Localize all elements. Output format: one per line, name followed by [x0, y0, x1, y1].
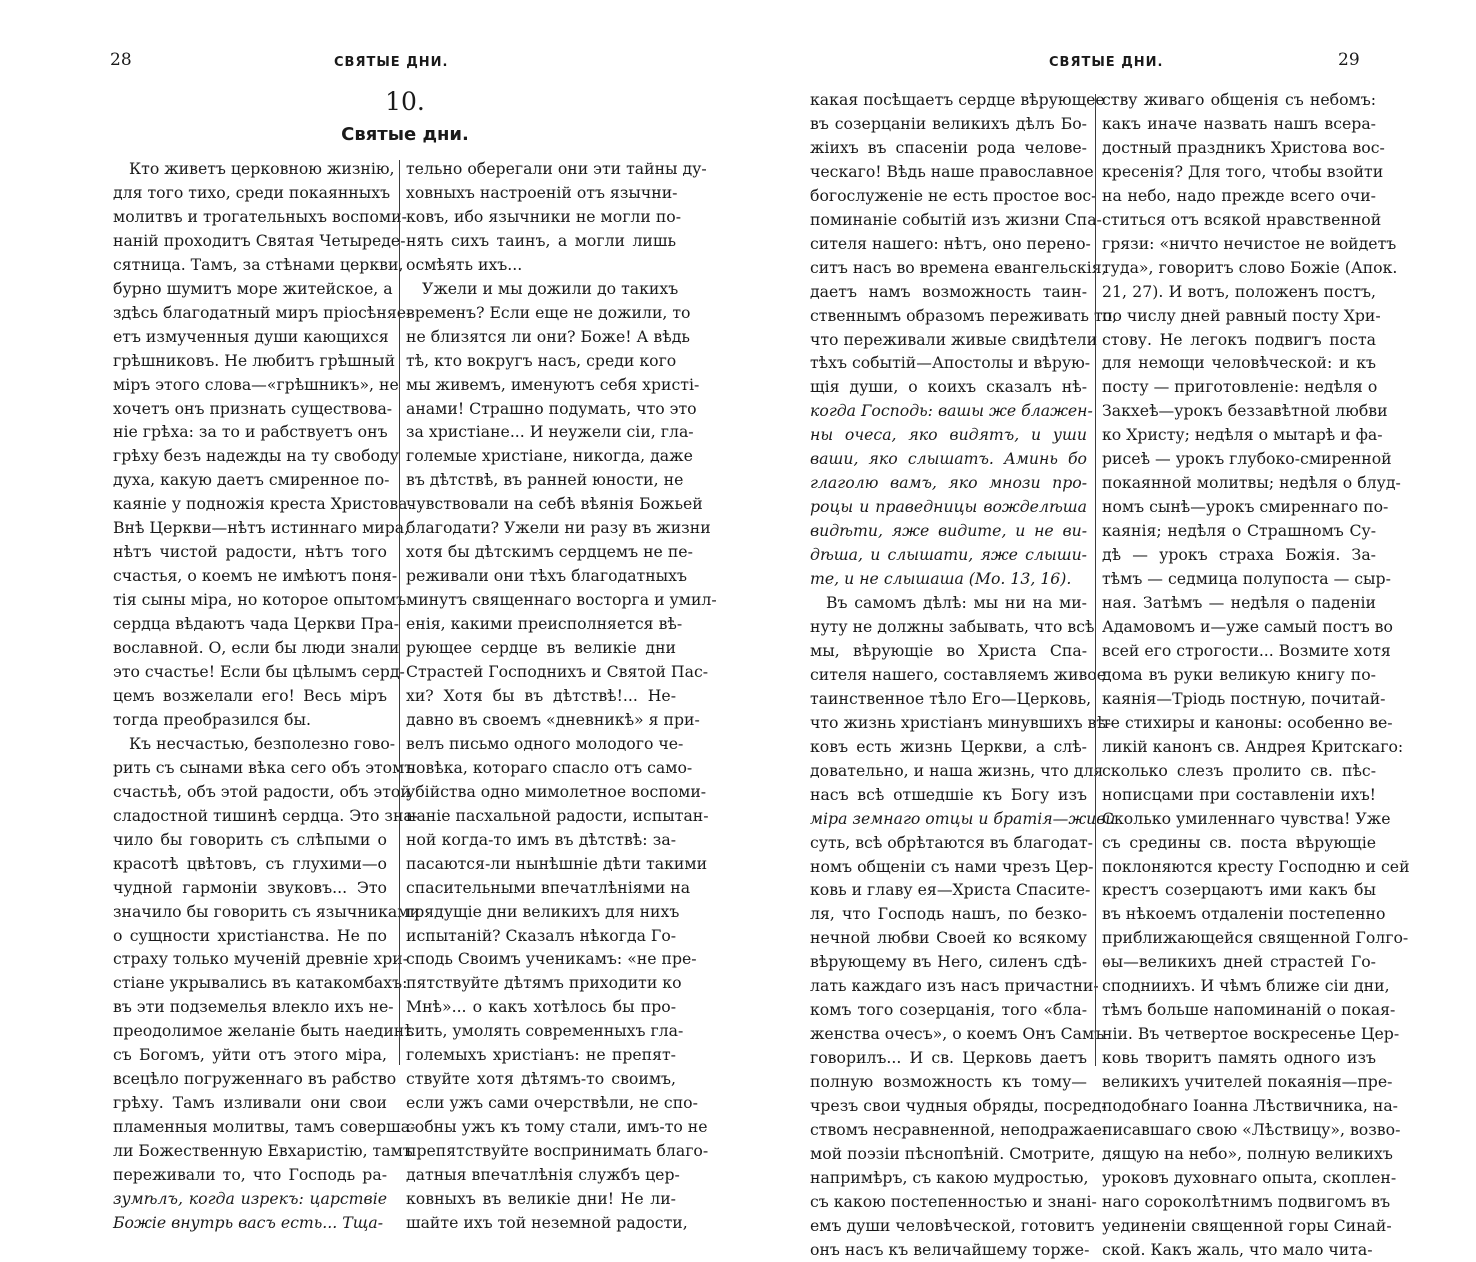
text-line: ческаго! Вѣдь наше православное [810, 161, 1094, 181]
text-line: уроковъ духовнаго опыта, скоплен- [1102, 1167, 1397, 1187]
text-line: молитвъ и трогательныхъ воспоми- [113, 206, 407, 226]
text-line: что переживали живые свидѣтели [810, 329, 1098, 349]
text-line: сколько слезъ пролито св. пѣс- [1102, 760, 1376, 780]
text-line: суть, всѣ обрѣтаются въ благодат- [810, 832, 1093, 852]
text-column-right-1 [810, 88, 1118, 1262]
text-line: ніе грѣха: за то и рабствуетъ онъ [113, 422, 388, 442]
text-line: Страстей Господнихъ и Святой Пас- [406, 662, 709, 682]
text-line: тогда преобразился бы. [113, 709, 311, 729]
text-line: минутъ священнаго восторга и умил- [406, 590, 717, 610]
text-line: хочетъ онъ признать существова- [113, 398, 393, 418]
text-line: ловѣка, котораго спасло отъ само- [406, 757, 693, 777]
text-line: въ дѣтствѣ, въ ранней юности, не [406, 470, 684, 490]
text-line: ной когда-то имъ въ дѣтствѣ: за- [406, 829, 676, 849]
text-line: ковь творитъ память одного изъ [1102, 1048, 1376, 1068]
text-line: тельно оберегали они эти тайны ду- [406, 159, 707, 178]
text-line: чило бы говорить съ слѣпыми о [113, 829, 387, 849]
text-line: напримѣръ, съ какою мудростью, [810, 1167, 1089, 1187]
text-line: тѣхъ событій—Апостолы и вѣрую- [810, 353, 1091, 373]
text-line: богослуженіе не есть простое вос- [810, 185, 1097, 205]
chapter-number: 10. [385, 87, 425, 116]
text-line: ству живаго общенія съ небомъ: [1102, 90, 1376, 109]
text-line: грѣху. Тамъ изливали они свои [113, 1093, 387, 1113]
text-line: за христіане... И неужели сіи, гла- [406, 422, 694, 442]
text-column-left-1 [113, 157, 420, 1235]
text-line: тѣ, кто вокругъ насъ, среди кого [406, 350, 677, 370]
text-line: красотѣ цвѣтовъ, съ глухими—о [113, 853, 387, 873]
text-line: для немощи человѣческой: и къ [1102, 353, 1376, 373]
text-line: чудной гармоніи звуковъ... Это [113, 877, 387, 897]
text-line: дѣша, и слышати, яже слыши- [810, 545, 1087, 565]
text-line: глаголю вамъ, яко мнози про- [810, 473, 1087, 493]
text-line: пламенныя молитвы, тамъ соверша- [113, 1117, 416, 1137]
text-line: не близятся ли они? Боже! А вѣдь [406, 326, 690, 346]
text-line: ны очеса, яко видятъ, и уши [810, 425, 1087, 445]
text-line: въ нѣкоемъ отдаленіи постепенно [1102, 904, 1386, 924]
text-line: покаянной молитвы; недѣля о блуд- [1102, 473, 1401, 493]
text-line: сителя нашего: нѣтъ, оно перено- [810, 233, 1091, 253]
text-line: спасительными впечатлѣніями на [406, 877, 691, 897]
text-line: нѣтъ чистой радости, нѣтъ того [113, 542, 387, 562]
text-line: жіихъ въ спасеніи рода челове- [810, 137, 1087, 157]
text-line: рить съ сынами вѣка сего объ этомъ [113, 757, 415, 777]
text-line: всей его строгости... Возмите хотя [1102, 640, 1391, 660]
text-line: туда», говоритъ слово Божіе (Апок. [1102, 257, 1398, 277]
text-line: каяніе у подножія креста Христова. [113, 494, 413, 514]
text-line: приближающейся священной Голго- [1102, 928, 1409, 948]
text-line: чрезъ свои чудныя обряды, посред- [810, 1096, 1107, 1116]
text-line: ликій канонъ св. Андрея Критскаго: [1102, 736, 1404, 756]
text-line: енія, какими преисполняется вѣ- [406, 614, 683, 634]
text-line: въ эти подземелья влекло ихъ не- [113, 997, 394, 1017]
text-line: онъ насъ къ величайшему торже- [810, 1239, 1090, 1259]
text-line: рисеѣ — урокъ глубоко-смиренной [1102, 449, 1392, 469]
running-head: СВЯТЫЕ ДНИ. [334, 55, 449, 70]
text-line: реживали они тѣхъ благодатныхъ [406, 566, 687, 586]
text-line: големые христіане, никогда, даже [406, 446, 693, 466]
text-line: хотя бы дѣтскимъ сердцемъ не пе- [406, 542, 693, 562]
text-line: ѳы—великихъ дней страстей Го- [1102, 952, 1376, 972]
text-line: каянія; недѣля о Страшномъ Су- [1102, 521, 1376, 541]
text-line: 21, 27). И вотъ, положенъ постъ, [1102, 281, 1376, 301]
text-line: какъ иначе назвать нашъ всера- [1102, 113, 1376, 133]
text-line: тѣмъ больше напоминаній о покая- [1102, 1000, 1396, 1020]
text-line: Къ несчастью, безполезно гово- [129, 733, 396, 753]
text-line: тѣмъ — седмица полупоста — сыр- [1102, 569, 1391, 589]
text-line: переживали то, что Господь ра- [113, 1165, 387, 1185]
text-line: съ какою постепенностью и знані- [810, 1191, 1097, 1211]
text-line: етъ измученныя души кающихся [113, 326, 389, 346]
text-line: грѣшниковъ. Не любитъ грѣшный [113, 350, 396, 370]
text-line: Внѣ Церкви—нѣтъ истиннаго мира, [113, 518, 410, 538]
left-page [0, 0, 738, 1232]
text-line: въ созерцаніи великихъ дѣлъ Бо- [810, 113, 1087, 133]
text-line: дящую на небо», полную великихъ [1102, 1143, 1393, 1163]
text-line: женства очесъ», о коемъ Онъ Самъ [810, 1024, 1105, 1044]
text-line: ко Христу; недѣля о мытарѣ и фа- [1102, 425, 1383, 445]
text-line: щія души, о коихъ сказалъ нѣ- [810, 377, 1087, 397]
text-line: хи? Хотя бы въ дѣтствѣ!... Не- [406, 685, 676, 705]
text-line: Сколько умиленнаго чувства! Уже [1102, 808, 1391, 828]
text-line: ской. Какъ жаль, что мало чита- [1102, 1239, 1373, 1259]
right-page [738, 0, 1476, 1259]
text-line: номъ общеніи съ нами чрезъ Цер- [810, 856, 1094, 876]
text-line: стіане укрывались въ катакомбахъ: [113, 973, 408, 993]
text-line: говорилъ... И св. Церковь даетъ [810, 1048, 1087, 1068]
text-line: стову. Не легокъ подвигъ поста [1102, 329, 1376, 349]
text-line: Кто живетъ церковною жизнію, [129, 159, 395, 178]
text-line: ситъ насъ во времена евангельскія, [810, 257, 1107, 277]
text-line: цемъ возжелали его! Весь міръ [113, 685, 387, 705]
text-line: анами! Страшно подумать, что это [406, 398, 697, 418]
text-line: насъ всѣ отшедшіе къ Богу изъ [810, 784, 1087, 804]
text-line: даетъ намъ возможность таин- [810, 281, 1087, 301]
text-line: мы живемъ, именуютъ себя христі- [406, 374, 700, 394]
text-column-left-2 [406, 157, 717, 1235]
text-line: нописцами при составленіи ихъ! [1102, 784, 1376, 804]
text-line: мой поэзіи пѣснопѣній. Смотрите, [810, 1143, 1095, 1163]
text-line: сердца вѣдаютъ чада Церкви Пра- [113, 614, 399, 634]
text-line: сятница. Тамъ, за стѣнами церкви, [113, 254, 404, 274]
text-line: Закхеѣ—урокъ беззавѣтной любви [1102, 401, 1388, 421]
page-number: 29 [1338, 50, 1360, 70]
text-line: достный праздникъ Христова вос- [1102, 137, 1385, 157]
text-line: счастья, о коемъ не имѣютъ поня- [113, 566, 398, 586]
text-line: пятствуйте дѣтямъ приходити ко [406, 973, 682, 993]
text-line: зумѣлъ, когда изрекъ: царствіе [113, 1188, 387, 1208]
text-line: чувствовали на себѣ вѣянія Божьей [406, 494, 703, 514]
text-line: ствуйте хотя дѣтямъ-то своимъ, [406, 1069, 676, 1089]
text-line: писавшаго свою «Лѣствицу», возво- [1102, 1119, 1401, 1139]
text-line: ля, что Господь нашъ, по безко- [810, 904, 1087, 924]
text-line: ховныхъ настроеній отъ язычни- [406, 182, 678, 202]
text-line: шайте ихъ той неземной радости, [406, 1212, 688, 1232]
text-line: пасаются-ли нынѣшніе дѣти такими [406, 853, 708, 873]
text-line: когда Господь: вашы же блажен- [810, 401, 1093, 421]
text-line: Божіе внутрь васъ есть... Тща- [113, 1212, 384, 1232]
text-line: ковь и главу ея—Христа Спасите- [810, 880, 1091, 900]
text-line: крестъ созерцаютъ ими какъ бы [1102, 880, 1376, 900]
text-line: рующее сердце въ великіе дни [406, 638, 676, 658]
text-line: испытаній? Сказалъ нѣкогда Го- [406, 925, 677, 945]
text-line: грядущіе дни великихъ для нихъ [406, 901, 680, 921]
text-line: ніи. Въ четвертое воскресенье Цер- [1102, 1024, 1400, 1044]
text-line: по числу дней равный посту Хри- [1102, 305, 1381, 325]
text-line: временъ? Если еще не дожили, то [406, 302, 691, 322]
text-line: наго сороколѣтнимъ подвигомъ въ [1102, 1191, 1391, 1211]
text-line: видѣти, яже видите, и не ви- [810, 521, 1087, 541]
text-line: Ужели и мы дожили до такихъ [422, 278, 679, 298]
chapter-title: Святые дни. [341, 124, 469, 145]
column-rule [399, 160, 400, 1065]
text-line: значило бы говорить съ язычниками [113, 901, 420, 921]
text-line: те, и не слышаша (Мо. 13, 16). [810, 569, 1072, 589]
text-line: о сущности христіанства. Не по [113, 925, 387, 945]
text-line: поклоняются кресту Господню и сей [1102, 856, 1410, 876]
text-line: Въ самомъ дѣлѣ: мы ни на ми- [826, 593, 1087, 613]
text-line: давно въ своемъ «дневникѣ» я при- [406, 709, 700, 729]
text-line: тія сыны міра, но которое опытомъ [113, 590, 407, 610]
text-line: поминаніе событій изъ жизни Спа- [810, 209, 1102, 229]
page-number: 28 [110, 50, 132, 70]
text-line: благодати? Ужели ни разу въ жизни [406, 518, 711, 538]
text-line: ная. Затѣмъ — недѣля о паденіи [1102, 593, 1376, 613]
text-line: кресенія? Для того, чтобы взойти [1102, 161, 1384, 181]
text-line: препятствуйте воспринимать благо- [406, 1141, 709, 1161]
text-line: дома въ руки великую книгу по- [1102, 664, 1376, 684]
text-line: счастьѣ, объ этой радости, объ этой [113, 781, 411, 801]
text-line: датныя впечатлѣнія службъ цер- [406, 1165, 680, 1185]
text-line: сподь Своимъ ученикамъ: «не пре- [406, 949, 697, 969]
text-line: здѣсь благодатный миръ пріосѣняе- [113, 302, 412, 322]
text-line: сподниихъ. И чѣмъ ближе сіи дни, [1102, 976, 1390, 996]
text-line: сладостной тишинѣ сердца. Это зна- [113, 805, 419, 825]
text-line: великихъ учителей покаянія—пре- [1102, 1072, 1393, 1092]
text-line: грѣху безъ надежды на ту свободу [113, 446, 399, 466]
text-line: довательно, и наша жизнь, что для [810, 760, 1104, 780]
text-line: преодолимое желаніе быть наединѣ [113, 1021, 414, 1041]
text-line: ваши, яко слышатъ. Аминь бо [810, 449, 1087, 469]
text-line: полную возможность къ тому— [810, 1072, 1087, 1092]
text-line: големыхъ христіанъ: не препят- [406, 1045, 676, 1065]
text-line: для того тихо, среди покаянныхъ [113, 182, 391, 202]
text-line: что жизнь христіанъ минувшихъ вѣ- [810, 712, 1112, 732]
text-line: ствомъ несравненной, неподражае- [810, 1119, 1108, 1139]
text-line: посту — приготовленіе: недѣля о [1102, 377, 1378, 397]
text-line: уединеніи священной горы Синай- [1102, 1215, 1392, 1235]
text-line: ститься отъ всякой нравственной [1102, 209, 1382, 229]
text-line: нять сихъ таинъ, а могли лишь [406, 230, 676, 250]
text-line: Адамовомъ и—уже самый постъ во [1102, 616, 1393, 636]
text-line: нечной любви Своей ко всякому [810, 928, 1087, 948]
text-line: велъ письмо одного молодого че- [406, 733, 684, 753]
text-line: подобнаго Іоанна Лѣствичника, на- [1102, 1096, 1398, 1116]
text-line: міра земнаго отцы и братія—живи [810, 808, 1116, 828]
text-line: бурно шумитъ море житейское, а [113, 278, 393, 298]
text-line: ковныхъ въ великіе дни! Не ли- [406, 1188, 676, 1208]
text-line: страху только мученій древніе хри- [113, 949, 408, 969]
text-line: съ средины св. поста вѣрующіе [1102, 832, 1376, 852]
text-line: мы, вѣрующіе во Христа Спа- [810, 640, 1087, 660]
column-rule [1095, 94, 1096, 1066]
text-line: собны ужъ къ тому стали, имъ-то не [406, 1117, 708, 1137]
text-line: духа, какую даетъ смиренное по- [113, 470, 390, 490]
text-line: Мнѣ»... о какъ хотѣлось бы про- [406, 997, 676, 1017]
text-line: всецѣло погруженнаго въ рабство [113, 1069, 397, 1089]
text-line: сить, умолять современныхъ гла- [406, 1021, 684, 1041]
text-line: номъ сынѣ—урокъ смиреннаго по- [1102, 497, 1389, 517]
text-line: наніе пасхальной радости, испытан- [406, 805, 709, 825]
text-line: те стихиры и каноны: особенно ве- [1102, 712, 1393, 732]
text-line: это счастье! Если бы цѣлымъ серд- [113, 662, 405, 682]
text-line: дѣ — урокъ страха Божія. За- [1102, 545, 1376, 565]
text-column-right-2 [1102, 88, 1410, 1262]
text-line: роцы и праведницы вожделѣша [810, 497, 1087, 517]
text-line: таинственное тѣло Его—Церковь, [810, 688, 1092, 708]
text-line: ственнымъ образомъ переживать то, [810, 305, 1118, 325]
text-line: міръ этого слова—«грѣшникъ», не [113, 374, 399, 394]
text-line: каянія—Тріодь постную, почитай- [1102, 688, 1386, 708]
text-line: осмѣять ихъ... [406, 254, 523, 274]
text-line: сителя нашего, составляемъ живое [810, 664, 1107, 684]
text-line: какая посѣщаетъ сердце вѣрующее [810, 90, 1105, 109]
text-line: емъ души человѣческой, готовитъ [810, 1215, 1095, 1235]
text-line: если ужъ сами очерствѣли, не спо- [406, 1093, 698, 1113]
text-line: на небо, надо прежде всего очи- [1102, 185, 1376, 205]
text-line: нуту не должны забывать, что всѣ [810, 616, 1095, 636]
text-line: ли Божественную Евхаристію, тамъ [113, 1141, 413, 1161]
text-line: наній проходитъ Святая Четыреде- [113, 230, 406, 250]
running-head: СВЯТЫЕ ДНИ. [1049, 55, 1164, 70]
text-line: вѣрующему въ Него, силенъ сдѣ- [810, 952, 1087, 972]
text-line: комъ того созерцанія, того «бла- [810, 1000, 1087, 1020]
text-line: вославной. О, если бы люди знали [113, 638, 400, 658]
text-line: лать каждаго изъ насъ причастни- [810, 976, 1099, 996]
text-line: грязи: «ничто нечистое не войдетъ [1102, 233, 1397, 253]
text-line: убійства одно мимолетное воспоми- [406, 781, 707, 801]
text-line: ковъ, ибо язычники не могли по- [406, 206, 682, 226]
text-line: ковъ есть жизнь Церкви, а слѣ- [810, 736, 1087, 756]
text-line: съ Богомъ, уйти отъ этого міра, [113, 1045, 387, 1065]
